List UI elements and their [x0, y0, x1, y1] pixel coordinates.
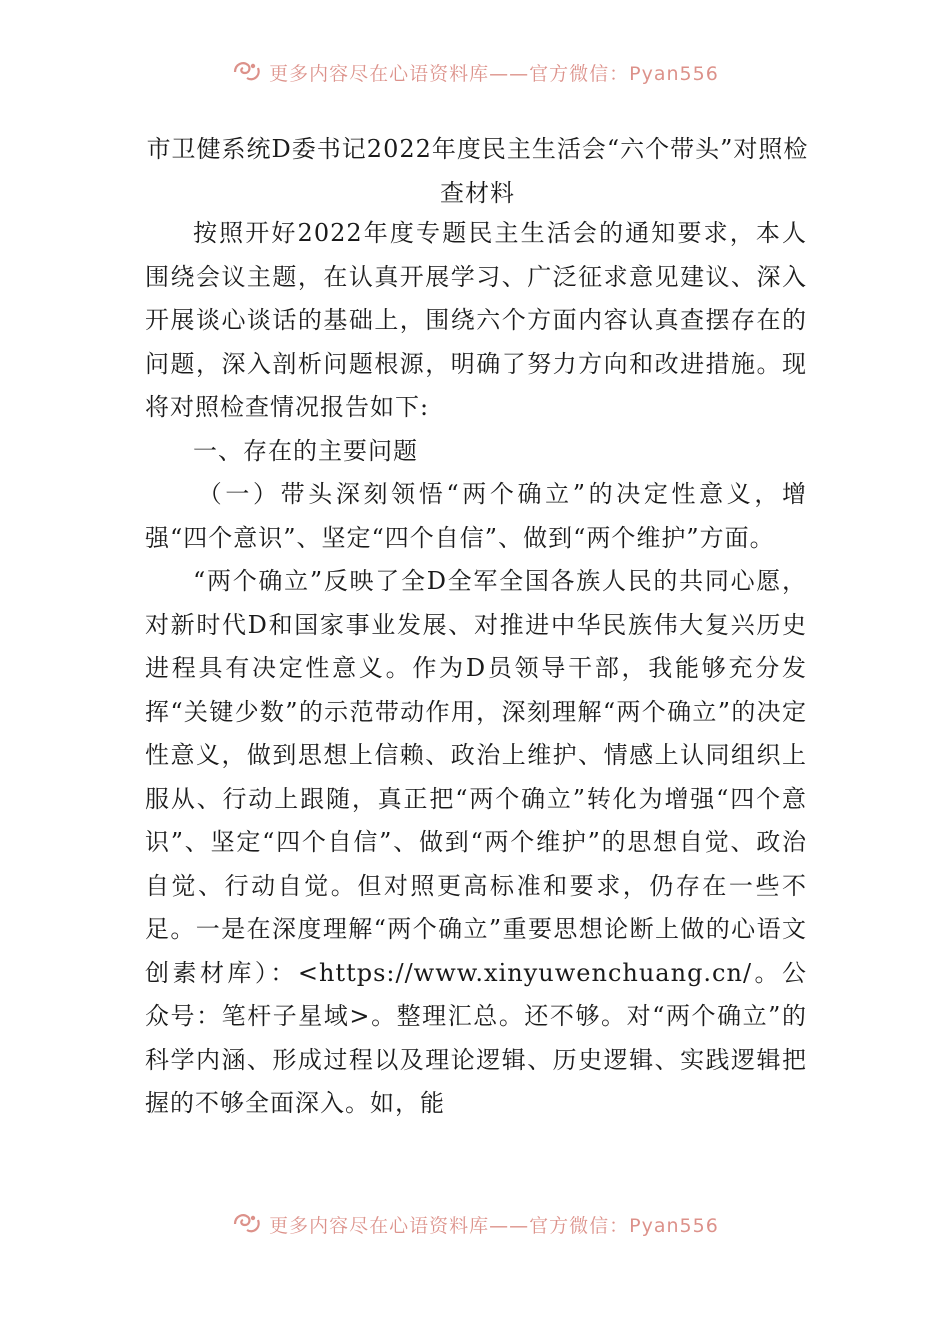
- footer-watermark-text: 更多内容尽在心语资料库——官方微信：Pyan556: [269, 1214, 719, 1237]
- intro-paragraph: 按照开好2022年度专题民主生活会的通知要求，本人围绕会议主题，在认真开展学习、广泛征求意见建议、深入开展谈心谈话的基础上，围绕六个方面内容认真查摆存在的问题，深入剖析问题根源，明确了努力方向和改进措施。现将对照检查情况报告如下:: [145, 219, 807, 421]
- footer-watermark: [0, 1204, 950, 1244]
- brand-logo-icon: [231, 1210, 263, 1238]
- body-paragraph: “两个确立”反映了全D全军全国各族人民的共同心愿，对新时代D和国家事业发展、对推进中华民族伟大复兴历史进程具有决定性意义。作为D员领导干部，我能够充分发挥“关键少数”的示范带动作用，深刻理解“两个确立”的决定性意义，做到思想上信赖、政治上维护、情感上认同组织上服从、行动上跟随，真正把“两个确立”转化为增强“四个意识”、坚定“四个自信”、做到“两个维护”的思想自觉、政治自觉、行动自觉。但对照更高标准和要求，仍存在一些不足。一是在深度理解“两个确立”重要思想论断上做的心语文创素材库）：<https://www.xinyuwenchuang.cn/。公众号：笔杆子星域>。整理汇总。还不够。对“两个确立”的科学内涵、形成过程以及理论逻辑、历史逻辑、实践逻辑把握的不够全面深入。如，能: [145, 567, 807, 1117]
- header-watermark-text: 更多内容尽在心语资料库——官方微信：Pyan556: [269, 62, 719, 85]
- subsection-heading: （一）带头深刻领悟“两个确立”的决定性意义，增强“四个意识”、坚定“四个自信”、做到“两个维护”方面。: [145, 480, 807, 552]
- footer-watermark-inner: [231, 1210, 719, 1238]
- header-watermark-inner: [231, 58, 719, 86]
- brand-logo-icon: [231, 58, 263, 86]
- header-watermark: [0, 52, 950, 92]
- section-heading: 一、存在的主要问题: [193, 436, 418, 465]
- document-body: [145, 212, 807, 1126]
- document-title: 市卫健系统D委书记2022年度民主生活会“六个带头”对照检查材料: [146, 135, 809, 207]
